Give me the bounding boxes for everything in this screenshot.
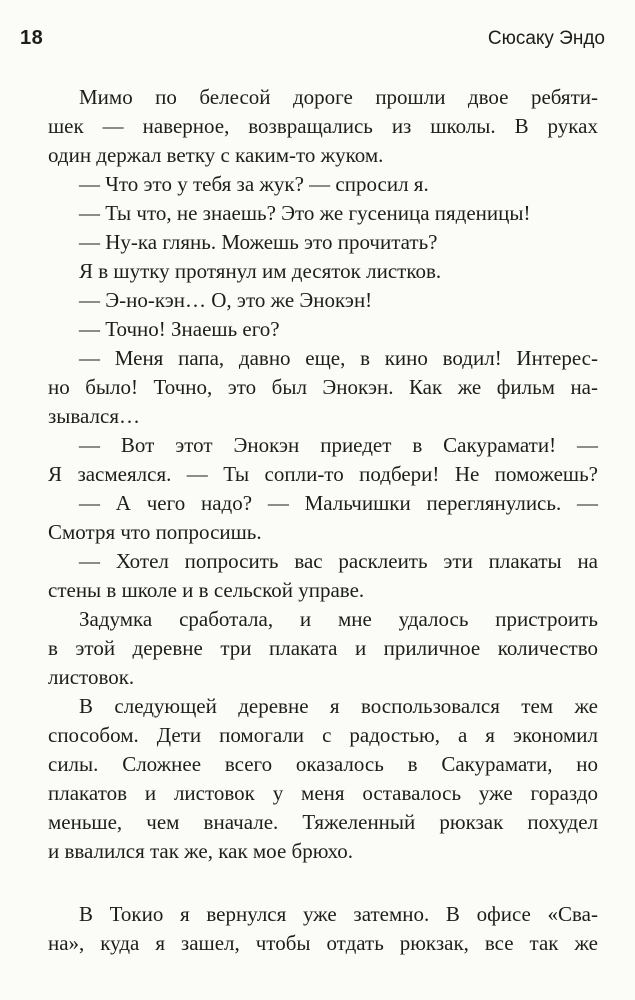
text-line: и ввалился так же, как мое брюхо. (48, 839, 354, 863)
text-line: — Что это у тебя за жук? — спросил я. (79, 172, 429, 196)
text-line: один держал ветку с каким-то жуком. (48, 143, 384, 167)
text-block-after-gap (48, 900, 598, 958)
text-line: Задумка сработала, и мне удалось пристроить (79, 607, 598, 631)
text-line: силы. Сложнее всего оказалось в Сакурамати, но (48, 752, 598, 776)
text-line: в этой деревне три плаката и приличное количество (48, 636, 598, 660)
text-line: шек — наверное, возвращались из школы. В руках (48, 114, 598, 138)
text-line: листовок. (48, 665, 135, 689)
text-line: — Вот этот Энокэн приедет в Сакурамати! — (79, 433, 598, 457)
text-line: — Хотел попросить вас расклеить эти плакаты на (79, 549, 598, 573)
text-line: на», куда я зашел, чтобы отдать рюкзак, все так же (48, 931, 598, 955)
text-line: В Токио я вернулся уже затемно. В офисе «Сва- (79, 902, 598, 926)
page-header (0, 0, 635, 60)
text-line: меньше, чем вначале. Тяжеленный рюкзак похудел (48, 810, 598, 834)
text-line: В следующей деревне я воспользовался тем же (79, 694, 598, 718)
text-line: — Ну-ка глянь. Можешь это прочитать? (79, 230, 438, 254)
text-line: Смотря что попросишь. (48, 520, 262, 544)
text-line: Я в шутку протянул им десяток листков. (79, 259, 442, 283)
text-line: — А чего надо? — Мальчишки переглянулись. — (79, 491, 598, 515)
section-break (48, 866, 598, 900)
text-line: — Точно! Знаешь его? (79, 317, 280, 341)
text-line: плакатов и листовок у меня оставалось уже гораздо (48, 781, 598, 805)
page-number: 18 (20, 27, 44, 49)
text-line: — Э-но-кэн… О, это же Энокэн! (79, 288, 373, 312)
book-text (48, 83, 598, 958)
text-block-before-gap (48, 83, 598, 866)
text-line: зывался… (48, 404, 141, 428)
text-line: — Ты что, не знаешь? Это же гусеница пяденицы! (79, 201, 531, 225)
text-line: Мимо по белесой дороге прошли двое ребяти- (79, 85, 598, 109)
text-line: — Меня папа, давно еще, в кино водил! Интерес- (79, 346, 598, 370)
text-line: стены в школе и в сельской управе. (48, 578, 365, 602)
running-head-author: Сюсаку Эндо (487, 28, 605, 49)
text-line: но было! Точно, это был Энокэн. Как же фильм на- (48, 375, 598, 399)
text-line: способом. Дети помогали с радостью, а я экономил (48, 723, 598, 747)
text-line: Я засмеялся. — Ты сопли-то подбери! Не поможешь? (48, 462, 598, 486)
